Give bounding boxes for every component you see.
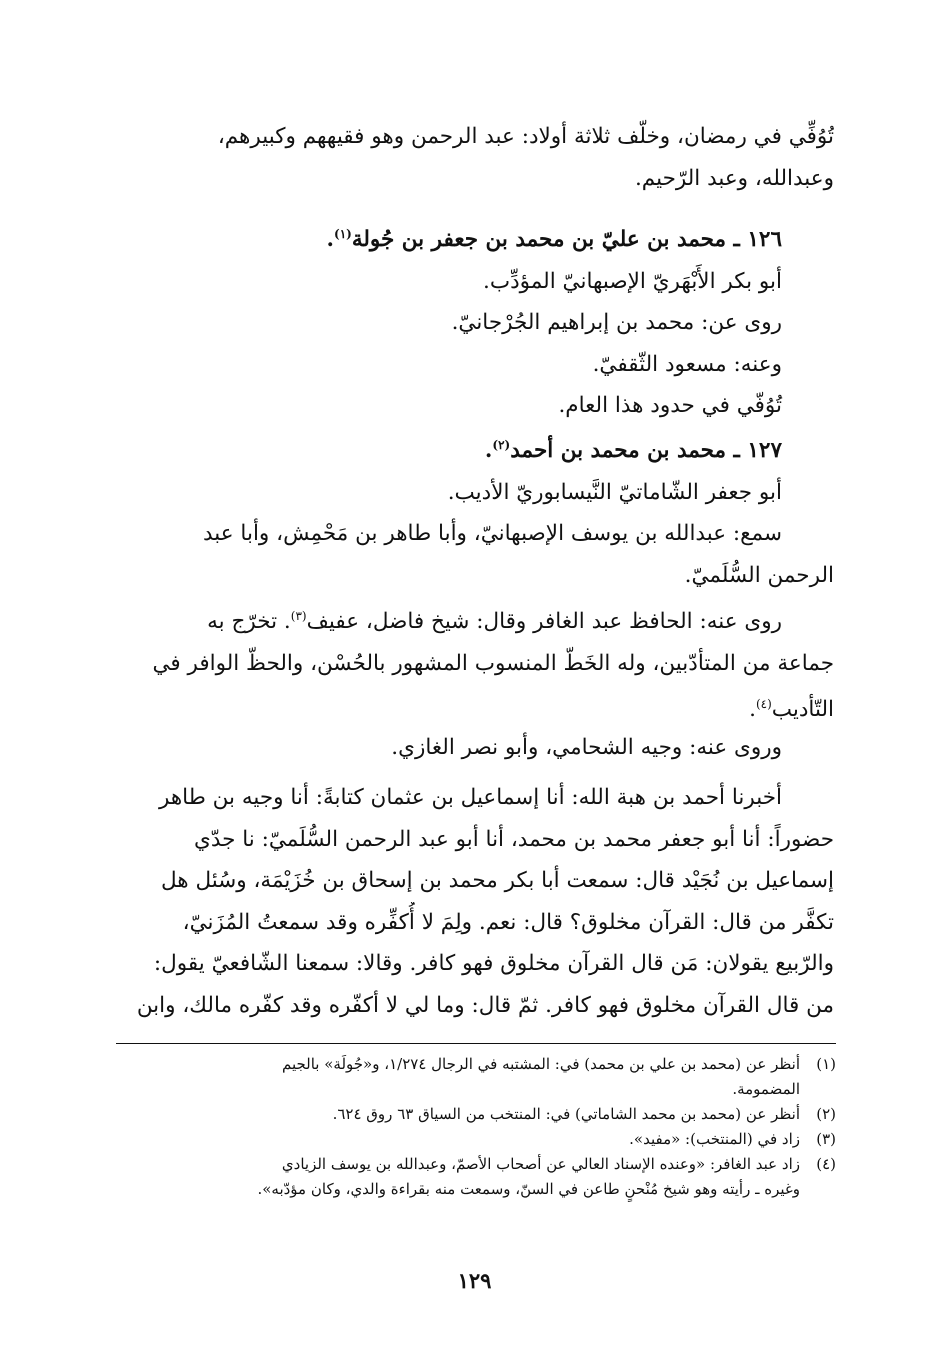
text-line: تُوُفّي في حدود هذا العام.	[558, 393, 782, 419]
heading-end: .	[326, 227, 334, 253]
footnote-ref: (٢)	[492, 438, 511, 452]
footnote-text	[112, 1127, 800, 1152]
footnote-number: (٢)	[816, 1105, 836, 1123]
text-line: حضوراً: أنا أبو جعفر محمد بن محمد، أنا أبو عبد الرحمن السُّلَميّ: نا جدّي	[194, 826, 834, 852]
footnote-text	[112, 1152, 800, 1202]
footnote-line: زاد عبد الغافر: «وعنده الإسناد العالي عن أصحاب الأصمّ، وعبدالله بن يوسف الزيادي	[281, 1155, 800, 1173]
footnote-line: زاد في (المنتخب): «مفيد».	[629, 1130, 800, 1148]
entry-heading	[112, 214, 834, 261]
text-line: أبو جعفر الشّاماتيّ النَّيسابوريّ الأديب.	[447, 479, 782, 505]
text-line: تكفَّر من قال: القرآن مخلوق؟ قال: نعم. ولِمَ لا أُكفِّره وقد سمعتُ المُزَنيّ،	[182, 909, 834, 935]
footnote-2	[112, 1102, 836, 1127]
text-line: أبو بكر الأَبْهَريّ الإصبهانيّ المؤدِّب.	[483, 268, 782, 294]
footnote-line: المضمومة.	[732, 1080, 800, 1098]
entry-heading-text: ١٢٦ ـ محمد بن عليّ بن محمد بن جعفر بن جُولة	[351, 227, 782, 253]
text-line: تُوُفِّي في رمضان، وخلّف ثلاثة أولاد: عبد الرحمن وهو فقيههم وكبيرهم،	[217, 124, 834, 149]
text-line	[112, 684, 834, 731]
footnotes	[112, 1052, 836, 1202]
footnote-ref: (١)	[334, 227, 352, 241]
text-line: الرحمن السُّلَميّ.	[684, 562, 834, 588]
footnote-text	[112, 1052, 800, 1102]
footnote-number: (٤)	[816, 1155, 836, 1173]
footnote-ref: (٣)	[290, 609, 307, 624]
text-line: والرّبيع يقولان: مَن قال القرآن مخلوق فهو كافر. وقالا: سمعنا الشّافعيّ يقول:	[153, 951, 834, 976]
text-line: جماعة من المتأدّبين، وله الخَطّ المنسوب المشهور بالحُسْن، والحظّ الوافر في	[152, 650, 834, 676]
text-line: من قال القرآن مخلوق فهو كافر. ثمّ قال: وما لي لا أكفّره وقد كفّره مالك، وابن	[136, 992, 834, 1018]
footnote-line: أنظر عن (محمد بن محمد الشاماتي) في: المنتخب من السياق ٦٣ روق ٦٢٤.	[332, 1105, 800, 1123]
text-line: سمع: عبدالله بن يوسف الإصبهانيّ، وأبا طاهر بن مَحْمِش، وأبا عبد	[202, 521, 782, 547]
entry-heading-text: ١٢٧ ـ محمد بن محمد بن أحمد	[510, 438, 782, 464]
text-line: وعبدالله، وعبد الرّحيم.	[634, 165, 834, 191]
heading-end: .	[484, 438, 493, 464]
footnote-3	[112, 1127, 836, 1152]
text-segment: . تخرّج به	[207, 609, 291, 635]
text-line: إسماعيل بن نُجَيْد قال: سمعت أبا بكر محمد بن إسحاق بن خُزَيْمَة، وسُئل هل	[161, 868, 834, 893]
paragraph-warawa	[112, 727, 834, 769]
footnote-line: وغيره ـ رأيته وهو شيخ مُنْحنٍ طاعن في السنّ، وسمعت منه بقراءة والدي، وكان مؤدّبه».	[257, 1180, 800, 1198]
text-line	[112, 596, 834, 643]
text-line: وروى عنه: وجيه الشحامي، وأبو نصر الغازي.	[391, 735, 782, 760]
entry-126	[112, 214, 834, 427]
text-segment: التّأديب	[771, 697, 834, 723]
paragraph-continuation	[112, 116, 834, 199]
footnote-4	[112, 1152, 836, 1202]
paragraph-akhbarana	[112, 777, 834, 1026]
entry-heading	[112, 425, 834, 472]
text-line: روى عن: محمد بن إبراهيم الجُرْجانيّ.	[451, 310, 782, 336]
footnote-line: أنظر عن (محمد بن علي بن محمد) في: المشتبه في الرجال ١/٢٧٤، و«جُولَة» بالجيم	[281, 1055, 800, 1073]
footnote-text	[112, 1102, 800, 1127]
text-segment: .	[749, 697, 756, 723]
footnote-1	[112, 1052, 836, 1102]
footnote-divider	[116, 1043, 836, 1044]
page-number: ١٢٩	[457, 1268, 492, 1293]
footnote-ref: (٤)	[755, 697, 772, 712]
text-line: وعنه: مسعود الثّقفيّ.	[592, 351, 782, 377]
text-segment: روى عنه: الحافظ عبد الغافر وقال: شيخ فاضل، عفيف	[306, 609, 782, 635]
entry-127	[112, 425, 834, 731]
text-line: أخبرنا أحمد بن هبة الله: أنا إسماعيل بن عثمان كتابةً: أنا وجيه بن طاهر	[158, 785, 782, 810]
footnote-number: (١)	[816, 1055, 836, 1073]
footnote-number: (٣)	[816, 1130, 836, 1148]
